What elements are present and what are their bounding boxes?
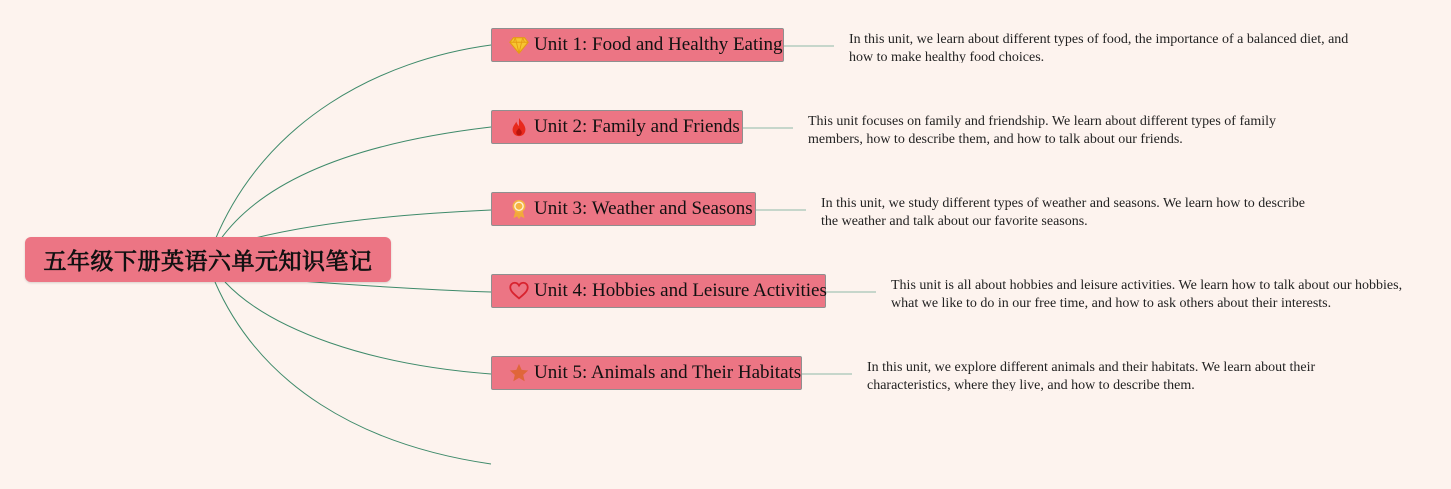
fire-icon [508, 116, 530, 138]
topic-unit-5-label: Unit 5: Animals and Their Habitats [534, 362, 802, 383]
central-topic[interactable]: 五年级下册英语六单元知识笔记 [25, 237, 391, 282]
branch-line-unit-5 [225, 282, 491, 374]
note-unit-3: In this unit, we study different types of weather and seasons. We learn how to describe the weather and talk about our favorite seasons. [821, 196, 1305, 227]
branch-line-empty [215, 282, 491, 464]
topic-unit-2[interactable] [491, 110, 743, 144]
topic-unit-2-label: Unit 2: Family and Friends [534, 116, 740, 137]
branch-line-unit-4 [300, 281, 491, 292]
topic-unit-3-label: Unit 3: Weather and Seasons [534, 198, 753, 219]
medal-icon [508, 198, 530, 220]
branch-line-unit-2 [220, 127, 491, 240]
branch-line-unit-1 [215, 45, 491, 240]
topic-unit-4-label: Unit 4: Hobbies and Leisure Activities [534, 280, 827, 301]
topic-unit-5[interactable] [491, 356, 802, 390]
note-unit-1: In this unit, we learn about different types of food, the importance of a balanced diet, and how to make healthy food choices. [849, 32, 1349, 63]
diamond-icon [508, 34, 530, 56]
branch-line-unit-3 [255, 210, 491, 238]
topic-unit-4[interactable] [491, 274, 826, 308]
heart-icon [508, 280, 530, 302]
topic-unit-1[interactable] [491, 28, 784, 62]
topic-unit-3[interactable] [491, 192, 756, 226]
topic-unit-1-label: Unit 1: Food and Healthy Eating [534, 34, 783, 55]
star-icon [508, 362, 530, 384]
note-unit-5: In this unit, we explore different animals and their habitats. We learn about their characteristics, where they live, and how to describe them. [867, 360, 1316, 391]
note-unit-2: This unit focuses on family and friendship. We learn about different types of family members, how to describe them, and how to talk about our friends. [808, 114, 1277, 145]
note-unit-4: This unit is all about hobbies and leisure activities. We learn how to talk about our hobbies, what we like to do in our free time, and how to ask others about their interests. [891, 278, 1403, 309]
